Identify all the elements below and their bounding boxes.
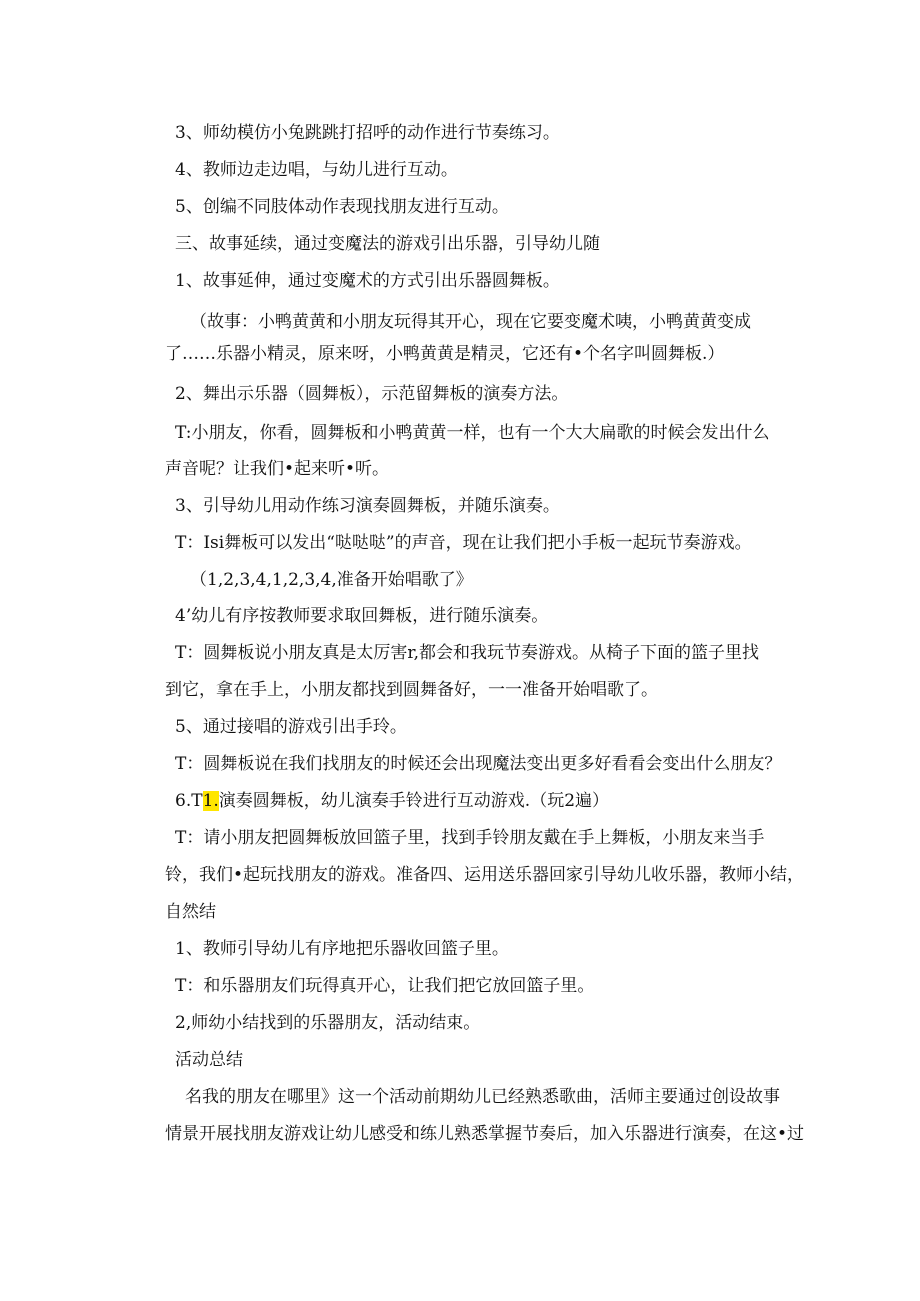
text-line: T：圆舞板说在我们找朋友的时候还会出现魔法变出更多好看看会变出什么朋友？: [175, 754, 782, 774]
text-line: 名我的朋友在哪里》这一个活动前期幼儿已经熟悉歌曲，活师主要通过创设故事: [185, 1087, 780, 1107]
text-line-highlighted: [175, 790, 609, 812]
text-line: 了……乐器小精灵，原来呀，小鸭黄黄是精灵，它还有•个名字叫圆舞板.）: [165, 344, 725, 364]
text-line: T：圆舞板说小朋友真是太厉害r,都会和我玩节奏游戏。从椅子下面的篮子里找: [175, 643, 759, 663]
text-line: T：Isi舞板可以发出“哒哒哒”的声音，现在让我们把小手板一起玩节奏游戏。: [175, 533, 752, 553]
text-line: 2,师幼小结找到的乐器朋友，活动结束。: [175, 1013, 481, 1033]
section-heading: 活动总结: [175, 1050, 243, 1070]
text-line: 铃，我们•起玩找朋友的游戏。准备四、运用送乐器回家引导幼儿收乐器，教师小结，: [165, 865, 805, 885]
text-line: T：和乐器朋友们玩得真开心，让我们把它放回篮子里。: [175, 976, 595, 996]
text-line: T:小朋友，你看，圆舞板和小鸭黄黄一样，也有一个大大扁歌的时候会发出什么: [175, 423, 770, 443]
text-line: 情景开展找朋友游戏让幼儿感受和练儿熟悉掌握节奏后，加入乐器进行演奏，在这•过: [165, 1124, 805, 1144]
highlighted-text: 1.: [202, 791, 219, 811]
text-line: 1、教师引导幼儿有序地把乐器收回篮子里。: [175, 939, 509, 959]
text-line: 4、教师边走边唱，与幼儿进行互动。: [175, 160, 458, 180]
line-prefix: 6.T: [175, 791, 203, 811]
text-line: 3、引导幼儿用动作练习演奏圆舞板，并随乐演奏。: [175, 496, 560, 516]
text-line: 自然结: [165, 902, 216, 922]
text-line: （1,2,3,4,1,2,3,4,准备开始唱歌了》: [190, 570, 473, 590]
text-line: T：请小朋友把圆舞板放回篮子里，找到手铃朋友戴在手上舞板，小朋友来当手: [175, 828, 765, 848]
section-heading: 三、故事延续，通过变魔法的游戏引出乐器，引导幼儿随: [175, 234, 600, 254]
text-line: 3、师幼模仿小兔跳跳打招呼的动作进行节奏练习。: [175, 123, 560, 143]
text-line: 到它，拿在手上，小朋友都找到圆舞备好，一一准备开始唱歌了。: [165, 680, 658, 700]
text-line: 5、通过接唱的游戏引出手玲。: [175, 717, 407, 737]
text-line: 5、创编不同肢体动作表现找朋友进行互动。: [175, 197, 509, 217]
line-suffix: 演奏圆舞板，幼儿演奏手铃进行互动游戏.（玩2遍）: [218, 791, 610, 811]
text-line: （故事：小鸭黄黄和小朋友玩得其开心，现在它要变魔术咦，小鸭黄黄变成: [190, 312, 751, 332]
text-line: 2、舞出示乐器（圆舞板），示范留舞板的演奏方法。: [175, 384, 569, 404]
text-line: 1、故事延伸，通过变魔术的方式引出乐器圆舞板。: [175, 271, 560, 291]
text-line: 声音呢？让我们•起来听•听。: [165, 459, 390, 479]
text-line: 4’幼儿有序按教师要求取回舞板，进行随乐演奏。: [175, 606, 549, 626]
